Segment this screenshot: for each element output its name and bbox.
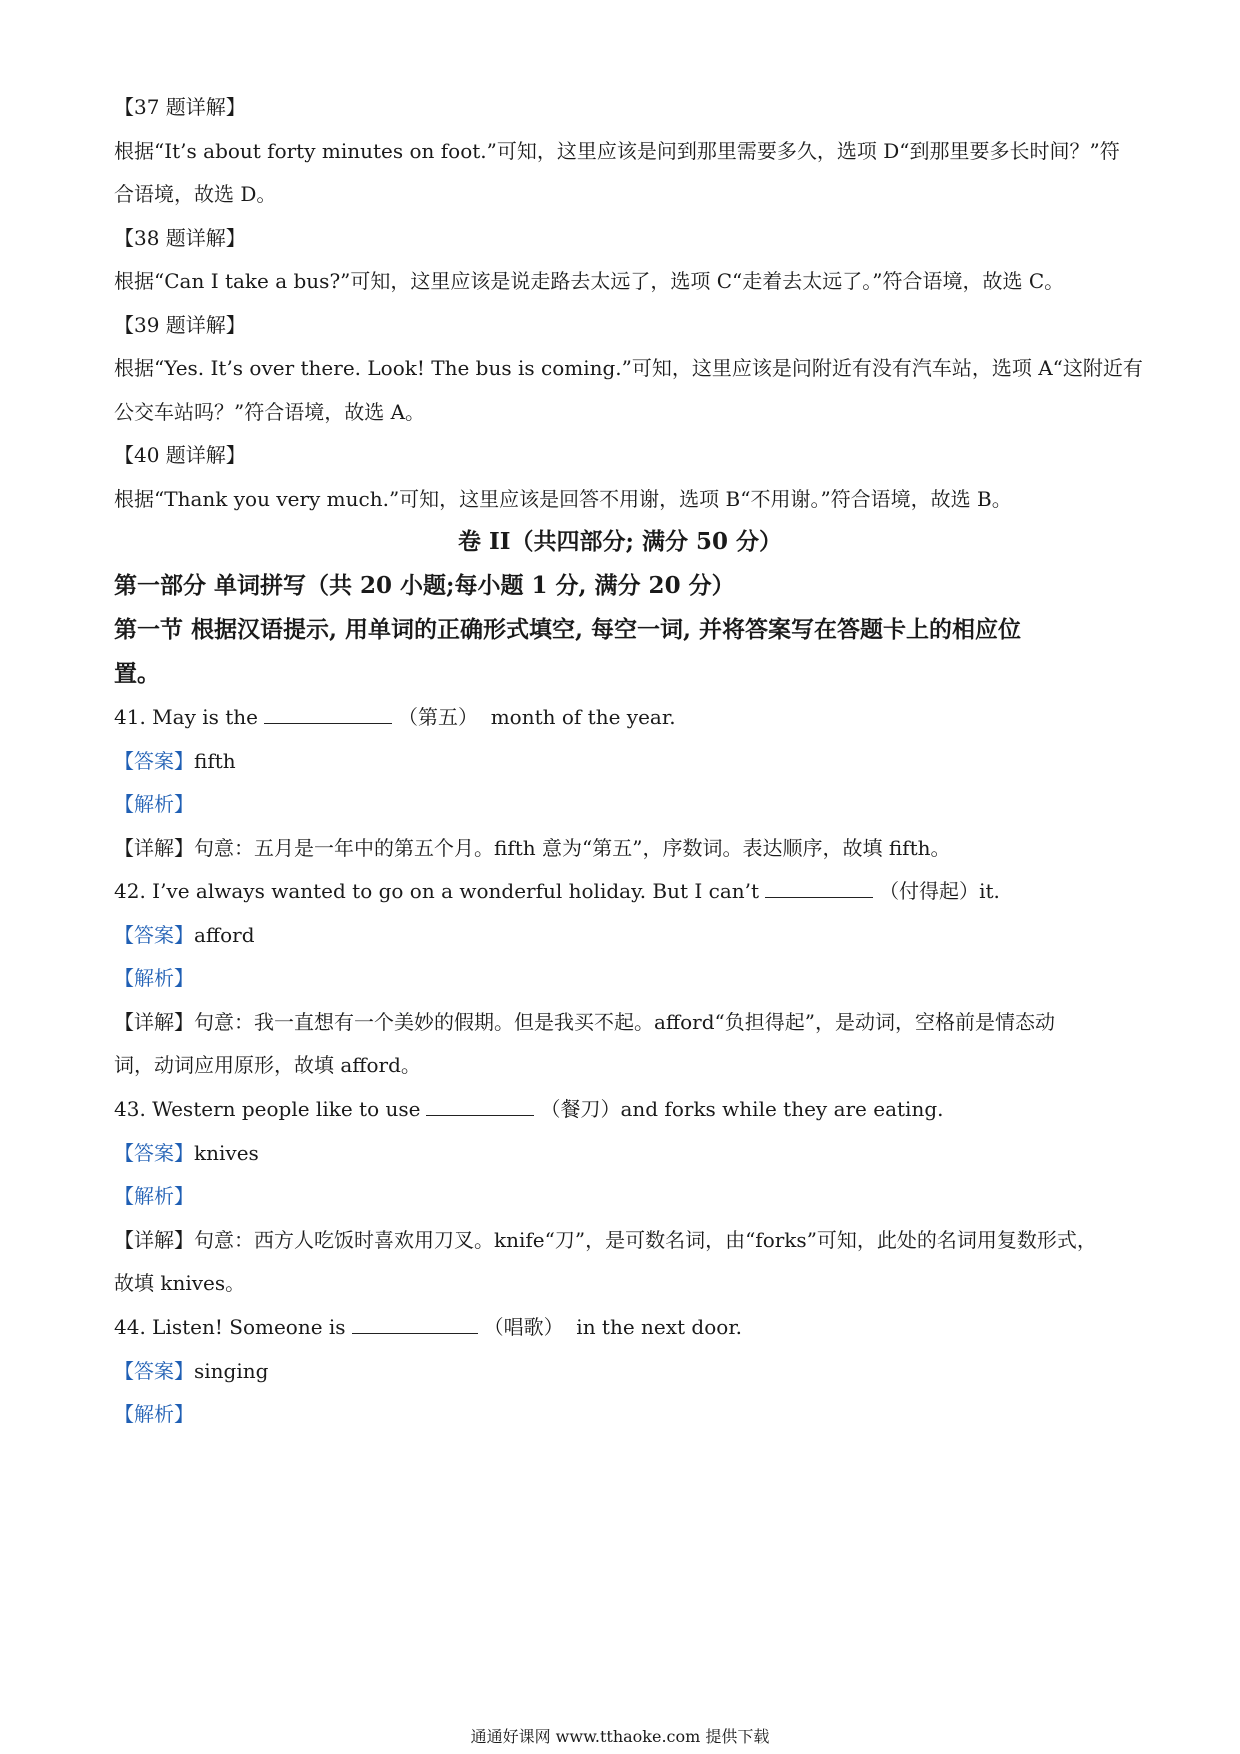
question-41-hint: （第五） — [398, 705, 478, 729]
section-title: 卷 II（共四部分; 满分 50 分） — [457, 528, 783, 555]
explanation-text-38-line1: 根据“Can I take a bus?”可知，这里应该是说走路去太远了，选项 C“走着去太远了。”符合语境，故选 C。 — [114, 269, 1065, 293]
detail-label: 【详解】 — [114, 836, 194, 860]
explanation-text-40-line1: 根据“Thank you very much.”可知，这里应该是回答不用谢，选项 B“不用谢。”符合语境，故选 B。 — [114, 487, 1012, 511]
answer-43-value: knives — [194, 1141, 259, 1165]
detail-label: 【详解】 — [114, 1010, 194, 1034]
answer-42-value: afford — [194, 923, 255, 947]
detail-41-line1 — [114, 834, 1134, 862]
explanation-header-37: 【37 题详解】 — [114, 95, 246, 119]
explanation-header-39: 【39 题详解】 — [114, 313, 246, 337]
answer-41-value: fifth — [194, 749, 236, 773]
question-44-blank — [352, 1313, 478, 1334]
answer-label: 【答案】 — [114, 1359, 194, 1383]
detail-43-line1 — [114, 1226, 1134, 1254]
question-44-hint: （唱歌） — [483, 1315, 564, 1339]
answer-44-value: singing — [194, 1359, 269, 1383]
question-41 — [114, 703, 1134, 731]
question-42-blank — [765, 877, 873, 898]
answer-42 — [114, 921, 1134, 949]
detail-43-text: 句意：西方人吃饭时喜欢用刀叉。knife“刀”，是可数名词，由“forks”可知，此处的名词用复数形式， — [194, 1228, 1097, 1252]
question-41-blank — [264, 703, 392, 724]
analysis-label-44: 【解析】 — [114, 1402, 194, 1426]
answer-label: 【答案】 — [114, 749, 194, 773]
question-43-after: and forks while they are eating. — [620, 1097, 944, 1121]
question-43 — [114, 1095, 1134, 1123]
sub-title-line1: 第一节 根据汉语提示, 用单词的正确形式填空, 每空一词, 并将答案写在答题卡上的相应位 — [114, 616, 1022, 643]
detail-42-text: 句意：我一直想有一个美妙的假期。但是我买不起。afford“负担得起”，是动词，空格前是情态动 — [194, 1010, 1055, 1034]
question-43-blank — [426, 1095, 534, 1116]
question-41-after: month of the year. — [490, 705, 676, 729]
question-42-hint: （付得起） — [879, 879, 980, 903]
analysis-label-43: 【解析】 — [114, 1184, 194, 1208]
detail-43-line2: 故填 knives。 — [114, 1271, 246, 1295]
analysis-label-41: 【解析】 — [114, 792, 194, 816]
detail-42-line1 — [114, 1008, 1134, 1036]
sub-title-line2: 置。 — [114, 660, 160, 687]
answer-43 — [114, 1139, 1134, 1167]
detail-41-text: 句意：五月是一年中的第五个月。fifth 意为“第五”，序数词。表达顺序，故填 fifth。 — [194, 836, 951, 860]
question-41-before: 41. May is the — [114, 705, 258, 729]
detail-42-line2: 词，动词应用原形，故填 afford。 — [114, 1053, 421, 1077]
analysis-label-42: 【解析】 — [114, 966, 194, 990]
explanation-text-37-line2: 合语境，故选 D。 — [114, 182, 277, 206]
answer-label: 【答案】 — [114, 923, 194, 947]
explanation-header-40: 【40 题详解】 — [114, 443, 246, 467]
question-42-after: it. — [979, 879, 1000, 903]
page-footer: 通通好课网 www.tthaoke.com 提供下载 — [470, 1727, 770, 1746]
answer-44 — [114, 1357, 1134, 1385]
answer-41 — [114, 747, 1134, 775]
explanation-text-39-line2: 公交车站吗？”符合语境，故选 A。 — [114, 400, 426, 424]
part-title: 第一部分 单词拼写（共 20 小题;每小题 1 分, 满分 20 分） — [114, 572, 735, 599]
answer-label: 【答案】 — [114, 1141, 194, 1165]
question-42-before: 42. I’ve always wanted to go on a wonderful holiday. But I can’t — [114, 879, 760, 903]
explanation-text-37-line1: 根据“It’s about forty minutes on foot.”可知，这里应该是问到那里需要多久，选项 D“到那里要多长时间？”符 — [114, 139, 1120, 163]
question-43-before: 43. Western people like to use — [114, 1097, 421, 1121]
explanation-text-39-line1: 根据“Yes. It’s over there. Look! The bus is coming.”可知，这里应该是问附近有没有汽车站，选项 A“这附近有 — [114, 356, 1143, 380]
explanation-header-38: 【38 题详解】 — [114, 226, 246, 250]
question-44 — [114, 1313, 1134, 1341]
question-44-after: in the next door. — [576, 1315, 743, 1339]
detail-label: 【详解】 — [114, 1228, 194, 1252]
question-44-before: 44. Listen! Someone is — [114, 1315, 346, 1339]
question-43-hint: （餐刀） — [540, 1097, 621, 1121]
question-42 — [114, 877, 1134, 905]
